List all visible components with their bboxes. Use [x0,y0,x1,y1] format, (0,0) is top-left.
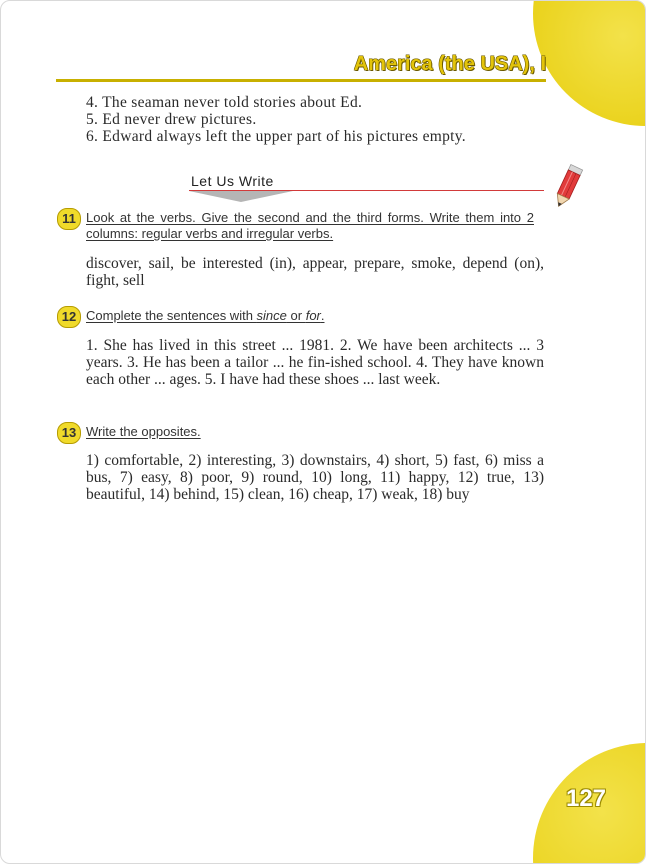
header-rule [56,79,546,82]
statement-5: 5. Ed never drew pictures. [86,111,257,128]
page-number: 127 [565,785,607,812]
section-arrow [189,191,293,202]
section-heading: Let Us Write [191,173,274,189]
exercise-11-badge: 11 [57,208,81,230]
page-title: America (the USA), I [353,53,546,75]
statements-list [86,94,544,145]
exercise-13-instruction: Write the opposites. [86,424,201,439]
keyword-since: since [256,308,287,323]
exercise-12-instruction [86,308,534,324]
instruction-end: . [320,308,325,323]
exercise-11-verbs: discover, sail, be interested (in), appear, prepare, smoke, depend (on), fight, sell [86,255,544,289]
exercise-12-sentences: 1. She has lived in this street ... 1981. 2. We have been architects ... 3 years. 3. He has been a tailor ... he fin-ished school. 4. They have known each other ... ages. 5. I have had these shoes ... last week. [86,337,544,388]
instruction-or: or [286,308,306,323]
exercise-13-badge: 13 [57,422,81,444]
exercise-13-words: 1) comfortable, 2) interesting, 3) downstairs, 4) short, 5) fast, 6) miss a bus, 7) easy, 8) poor, 9) round, 10) long, 11) happy, 12) true, 13) beautiful, 14) behind, 15) clean, 16) cheap, 17) weak, 18) buy [86,452,544,503]
exercise-12-badge: 12 [57,306,81,328]
statement-4: 4. The seaman never told stories about Ed. [86,94,363,111]
corner-decoration-top [533,0,646,126]
keyword-for: for [305,308,321,323]
exercise-11-instruction: Look at the verbs. Give the second and the third forms. Write them into 2 columns: regular verbs and irregular verbs. [86,210,534,241]
instruction-text: Complete the sentences with [86,308,257,323]
pencil-icon [549,163,585,211]
statement-6: 6. Edward always left the upper part of his pictures empty. [86,128,466,145]
